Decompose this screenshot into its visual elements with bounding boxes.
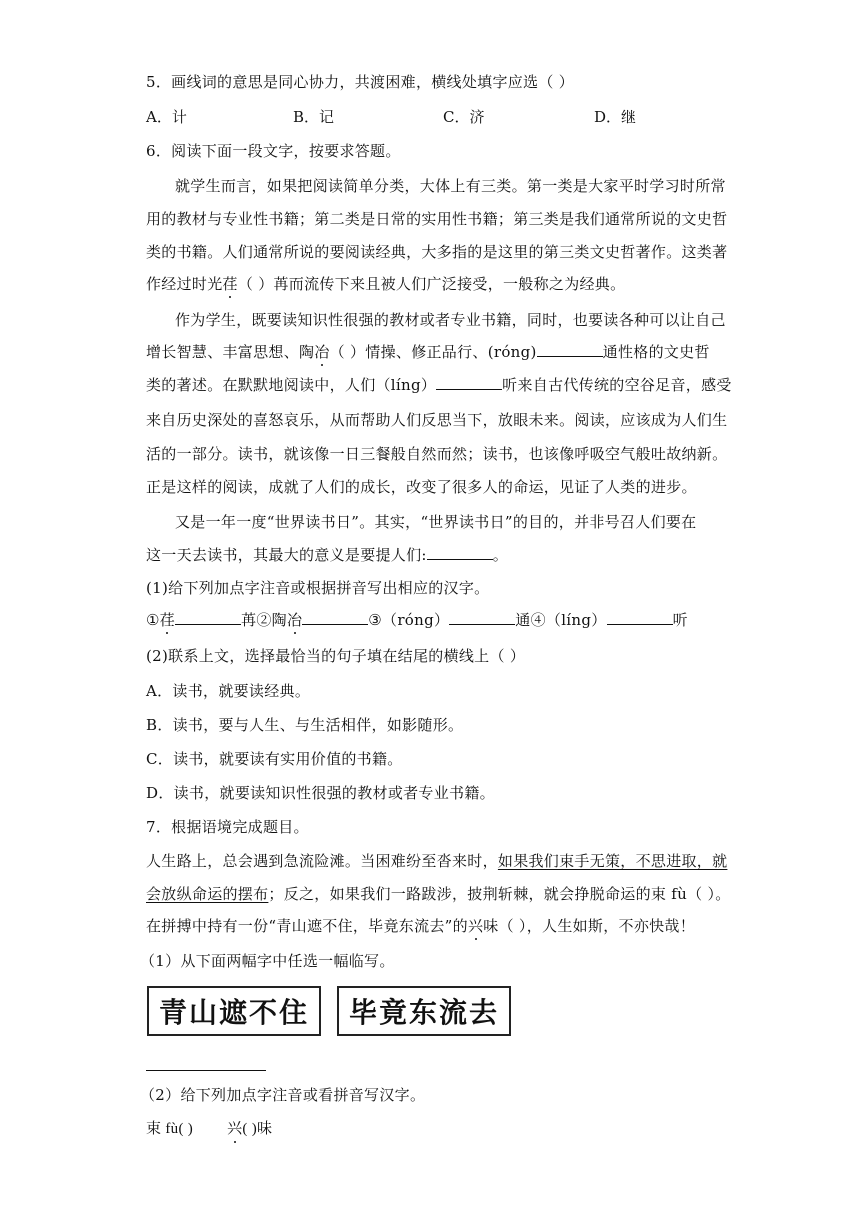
q6-passage-line: 作为学生，既要读知识性很强的教材或者专业书籍，同时，也要读各种可以让自己 <box>175 311 726 329</box>
text: 增长智慧、丰富思想、陶 <box>146 343 315 361</box>
calligraphy-sample[interactable]: 毕竟东流去 <box>337 986 511 1036</box>
q6-sub1-stem: (1)给下列加点字注音或根据拼音写出相应的汉字。 <box>146 579 490 597</box>
q6-passage-line: 正是这样的阅读，成就了人们的成长，改变了很多人的命运，见证了人类的进步。 <box>146 478 697 496</box>
text: 在拼搏中持有一份“青山遮不住，毕竟东流去”的 <box>146 917 468 935</box>
q7-passage-line <box>146 884 731 904</box>
q6-passage-line: 用的教材与专业性书籍；第二类是日常的实用性书籍；第三类是我们通常所说的文史哲 <box>146 210 728 228</box>
q6-sub2-option-a[interactable]: A．读书，就要读经典。 <box>146 682 311 700</box>
text: ① <box>146 611 160 629</box>
q6-passage-line <box>146 274 625 294</box>
text: 束 fù( ) <box>146 1121 194 1137</box>
text: ( )味 <box>242 1121 273 1137</box>
text: 味（ ），人生如斯，不亦快哉！ <box>483 917 696 935</box>
text: 听 <box>672 611 688 629</box>
q5-option-b[interactable]: B．记 <box>293 108 335 126</box>
answer-blank[interactable] <box>607 610 673 625</box>
q6-passage-line: 就学生而言，如果把阅读简单分类，大体上有三类。第一类是大家平时学习时所常 <box>175 177 726 195</box>
q6-passage-line: 又是一年一度“世界读书日”。其实，“世界读书日”的目的，并非号召人们要在 <box>175 513 697 531</box>
text: 。 <box>492 546 509 564</box>
q6-passage-line <box>146 342 710 362</box>
q6-sub2-option-d[interactable]: D．读书，就要读知识性很强的教材或者专业书籍。 <box>146 784 495 802</box>
q7-passage-line <box>146 916 695 936</box>
text: 苒②陶 <box>241 611 287 629</box>
answer-blank[interactable] <box>449 610 515 625</box>
dotted-char: 冶 <box>286 611 303 629</box>
q6-stem: 6．阅读下面一段文字，按要求答题。 <box>146 142 401 160</box>
text: ；反之，如果我们一路跋涉，披荆斩棘，就会挣脱命运的束 fù（ ）。 <box>268 885 731 903</box>
dotted-char: 荏 <box>159 611 176 629</box>
underlined-text: 会放纵命运的摆布 <box>146 885 269 903</box>
text: 类的著述。在默默地阅读中，人们（líng） <box>146 376 437 394</box>
q5-option-c[interactable]: C．济 <box>443 108 485 126</box>
q7-sub2-stem: （2）给下列加点字注音或看拼音写汉字。 <box>140 1086 426 1104</box>
q6-passage-line <box>146 545 508 565</box>
answer-blank[interactable] <box>537 342 603 357</box>
q7-passage-line <box>146 851 727 871</box>
dotted-char: 荏 <box>222 275 238 293</box>
q7-sub2-items <box>146 1119 272 1139</box>
answer-blank[interactable] <box>436 375 502 390</box>
q6-sub1-items <box>146 610 688 630</box>
text: 这一天去读书，其最大的意义是要提人们: <box>146 546 427 564</box>
q6-passage-line: 来自历史深处的喜怒哀乐，从而帮助人们反思当下，放眼未来。阅读，应该成为人们生 <box>146 411 728 429</box>
calligraphy-sample[interactable]: 青山遮不住 <box>147 986 321 1036</box>
answer-line[interactable] <box>146 1070 266 1071</box>
q5-option-a[interactable]: A．计 <box>146 108 187 126</box>
answer-blank[interactable] <box>302 610 368 625</box>
q6-sub2-stem: (2)联系上文，选择最恰当的句子填在结尾的横线上（ ） <box>146 647 526 665</box>
q6-passage-line <box>146 375 732 395</box>
q5-option-d[interactable]: D．继 <box>594 108 637 126</box>
text: ③（róng） <box>368 611 450 629</box>
text: （ ）苒而流传下来且被人们广泛接受，一般称之为经典。 <box>237 275 626 293</box>
answer-blank[interactable] <box>427 545 493 560</box>
dotted-char: 兴 <box>227 1121 243 1137</box>
dotted-char: 兴 <box>467 917 484 935</box>
underlined-text: 如果我们束手无策，不思进取，就 <box>497 852 728 870</box>
text: 人生路上，总会遇到急流险滩。当困难纷至沓来时， <box>146 852 498 870</box>
text: 听来自古代传统的空谷足音，感受 <box>502 376 732 394</box>
answer-blank[interactable] <box>175 610 241 625</box>
dotted-char: 冶 <box>314 343 330 361</box>
q7-stem: 7．根据语境完成题目。 <box>146 818 309 836</box>
text: 通④（líng） <box>515 611 607 629</box>
q5-stem: 5．画线词的意思是同心协力，共渡困难，横线处填字应选（ ） <box>146 73 575 91</box>
text: （ ）情操、修正品行、(róng) <box>329 343 537 361</box>
q7-sub1-stem: （1）从下面两幅字中任选一幅临写。 <box>140 952 395 970</box>
text: 通性格的文史哲 <box>602 343 710 361</box>
q6-sub2-option-b[interactable]: B．读书，要与人生、与生活相伴，如影随形。 <box>146 716 464 734</box>
q6-passage-line: 类的书籍。人们通常所说的要阅读经典，大多指的是这里的第三类文史哲著作。这类著 <box>146 243 728 261</box>
q6-passage-line: 活的一部分。读书，就该像一日三餐般自然而然；读书，也该像呼吸空气般吐故纳新。 <box>146 445 728 463</box>
q6-sub2-option-c[interactable]: C．读书，就要读有实用价值的书籍。 <box>146 750 403 768</box>
text: 作经过时光 <box>146 275 223 293</box>
